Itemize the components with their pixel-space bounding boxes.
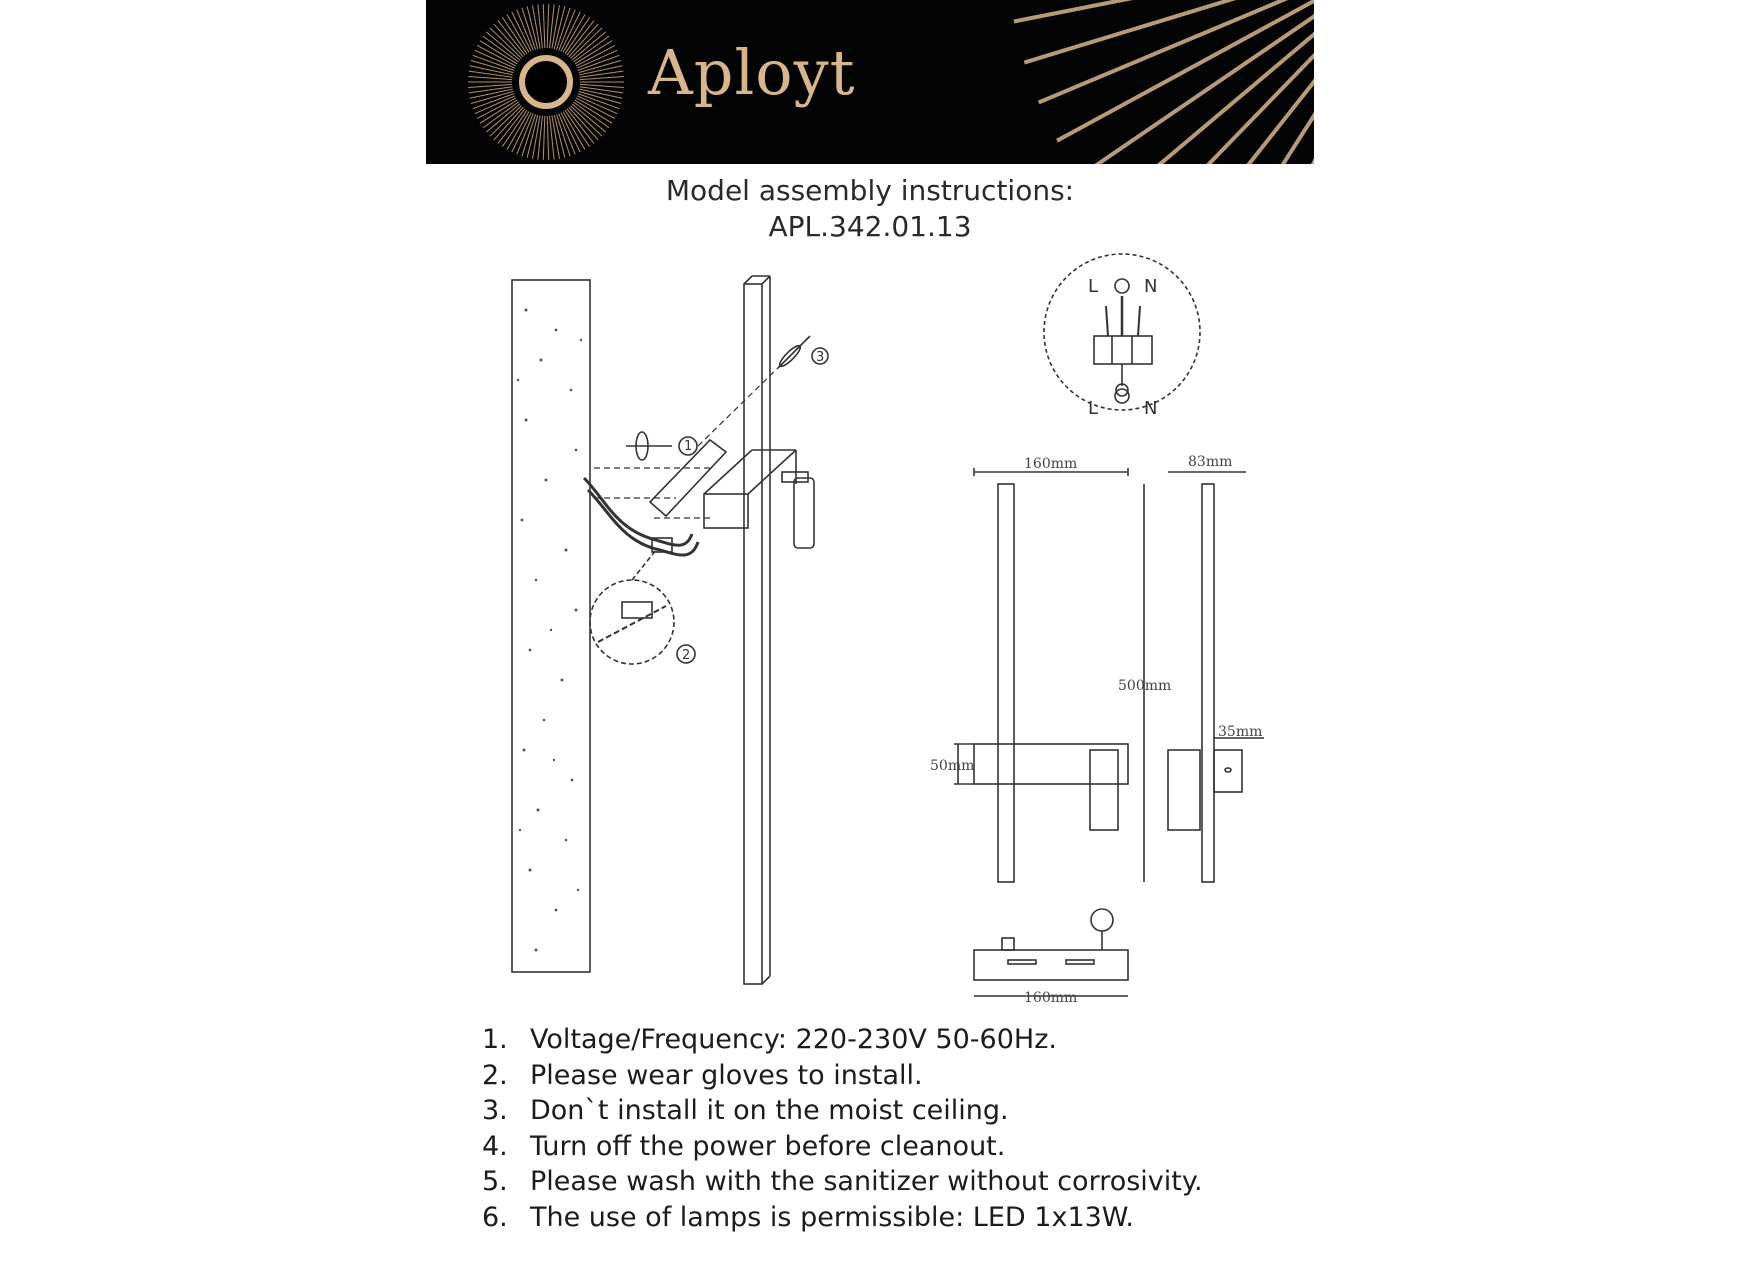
wiring-label-n-bottom: N	[1144, 398, 1158, 419]
dim-width-top: 160mm	[1024, 456, 1078, 472]
callout-1: 1	[684, 439, 693, 454]
wiring-label-l-bottom: L	[1088, 398, 1099, 419]
top-view-box	[974, 950, 1128, 980]
list-item: 1. Voltage/Frequency: 220-230V 50-60Hz.	[482, 1024, 1057, 1055]
wiring-label-l-top: L	[1088, 276, 1099, 297]
spot-head	[794, 478, 814, 548]
brand-banner	[426, 0, 1314, 164]
page-title: Model assembly instructions:	[665, 174, 1075, 207]
callout-2: 2	[682, 648, 691, 663]
instruction-list	[482, 1022, 1203, 1235]
dim-width-bottom: 160mm	[1024, 990, 1078, 1006]
list-item: 2. Please wear gloves to install.	[482, 1059, 923, 1091]
wiring-label-n-top: N	[1144, 276, 1158, 297]
lamp-rod	[744, 284, 762, 984]
concrete-texture	[517, 309, 582, 952]
mounting-box	[704, 494, 748, 528]
wall-slab	[512, 280, 590, 972]
brand-logo: Aployt	[648, 36, 856, 109]
list-item: 6. The use of lamps is permissible: LED 1x13W.	[482, 1201, 1134, 1233]
list-item: 5. Please wash with the sanitizer without corrosivity.	[482, 1166, 1203, 1197]
callout-3: 3	[816, 350, 825, 365]
front-elevation-rod	[998, 484, 1014, 882]
list-item: 3. Don`t install it on the moist ceiling.	[482, 1095, 1009, 1126]
list-item: 4. Turn off the power before cleanout.	[482, 1130, 1006, 1162]
side-elevation-rod	[1202, 484, 1214, 882]
dim-depth: 83mm	[1188, 454, 1233, 470]
model-number: APL.342.01.13	[768, 210, 972, 243]
dim-height: 500mm	[1118, 678, 1172, 694]
dim-offset: 35mm	[1218, 724, 1263, 740]
dim-base-height: 50mm	[930, 758, 975, 774]
sunburst-decoration	[426, 0, 1314, 164]
assembly-diagram	[426, 250, 1314, 1010]
